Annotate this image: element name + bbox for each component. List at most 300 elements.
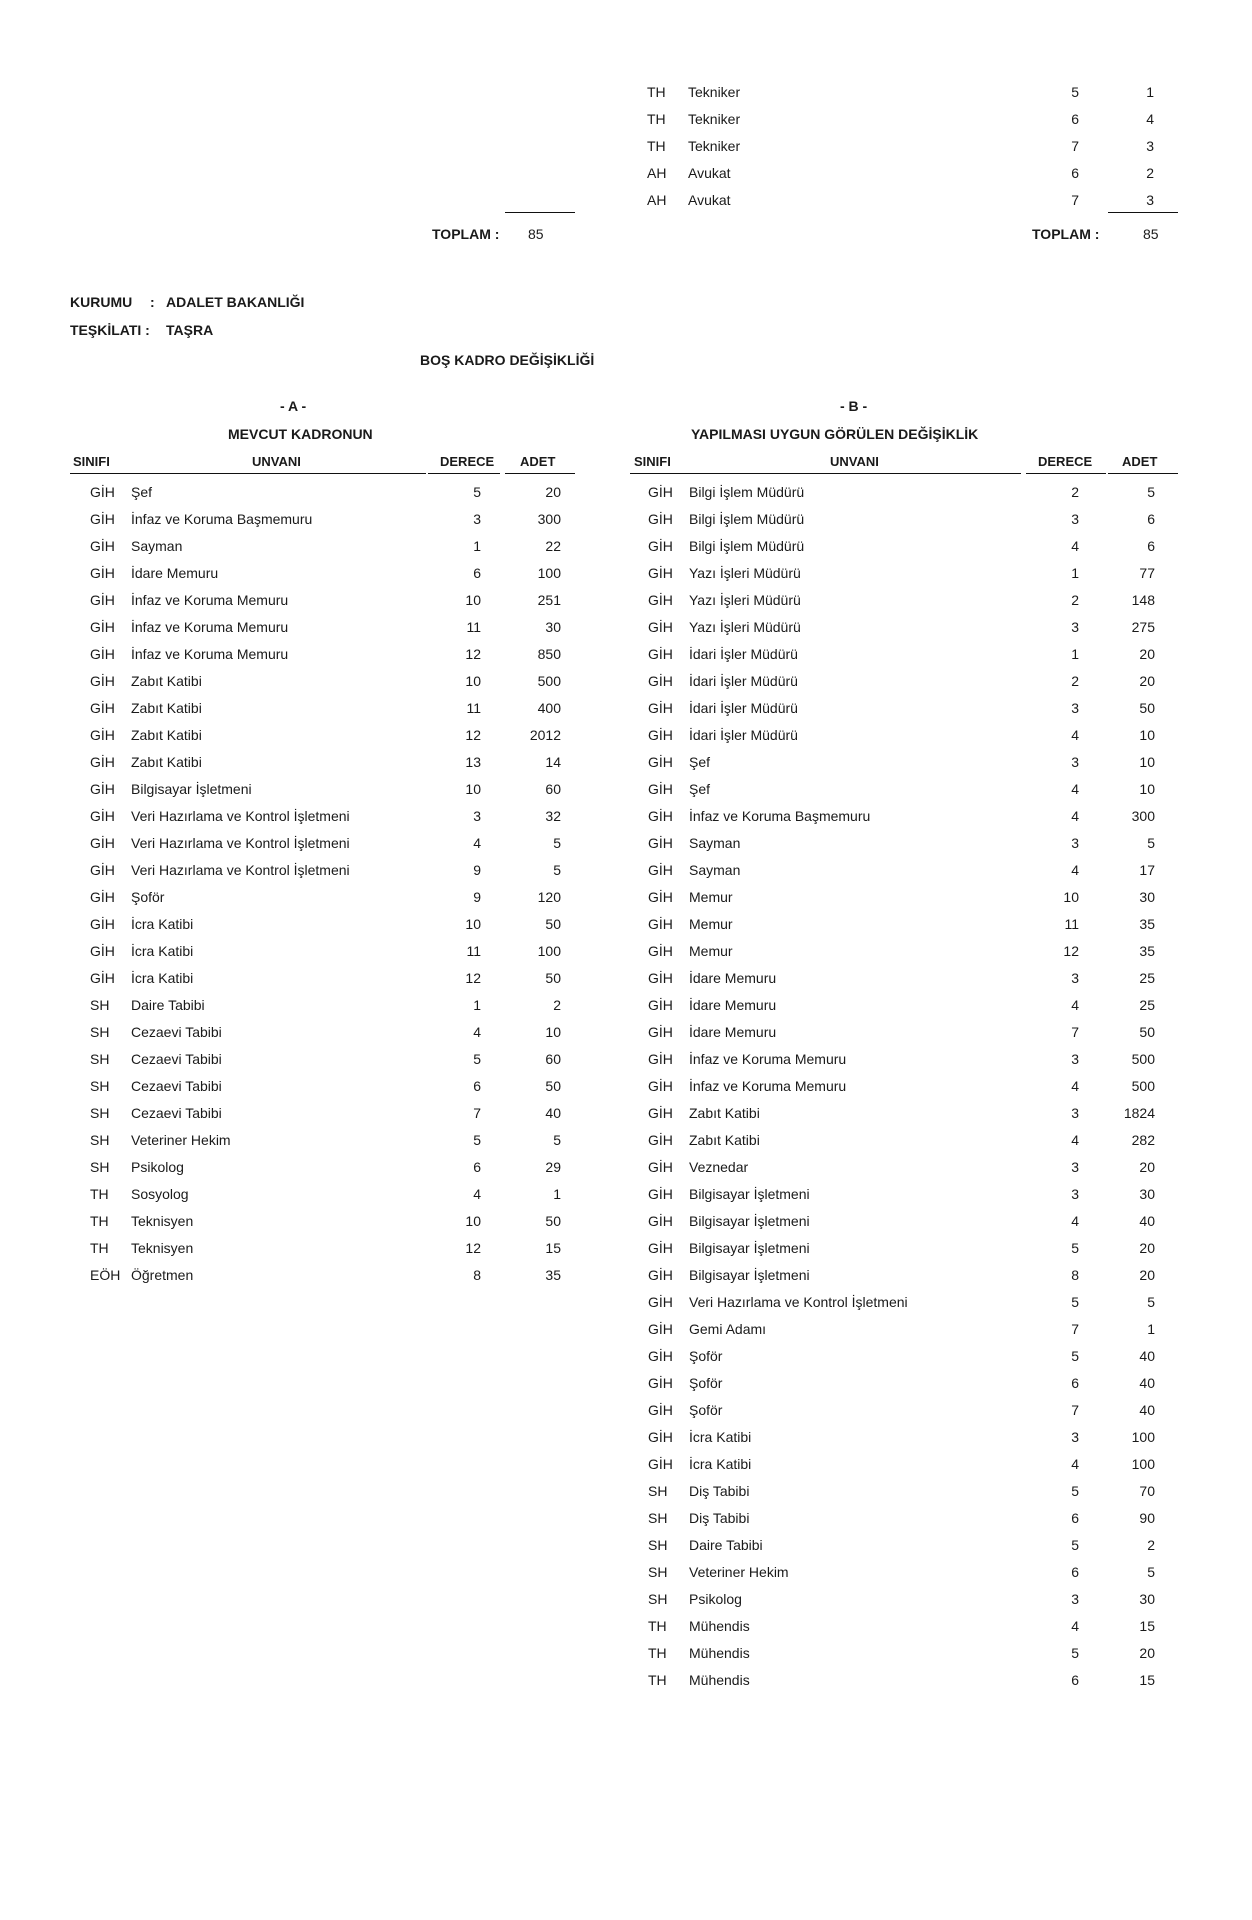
adet-cell: 30 (1139, 1591, 1155, 1607)
adet-cell: 100 (537, 565, 561, 581)
sinif-cell: GİH (90, 862, 115, 878)
derece-cell: 11 (466, 700, 481, 716)
teskilat-label: TEŞKİLATI : (70, 322, 150, 338)
left-total-label: TOPLAM : (432, 226, 500, 242)
sinif-cell: GİH (648, 1429, 673, 1445)
unvan-cell: İnfaz ve Koruma Başmemuru (131, 511, 313, 527)
sinif-cell: SH (90, 1132, 110, 1148)
adet-cell: 90 (1139, 1510, 1155, 1526)
unvan-cell: Avukat (688, 165, 731, 181)
sinif-cell: GİH (648, 916, 673, 932)
sinif-cell: GİH (648, 1186, 673, 1202)
unvan-cell: Memur (689, 889, 733, 905)
section-a-rule-sinif (70, 473, 132, 474)
sinif-cell: GİH (648, 484, 673, 500)
right-total-value: 85 (1143, 226, 1159, 242)
sinif-cell: SH (90, 1078, 110, 1094)
unvan-cell: Şoför (689, 1375, 723, 1391)
sinif-cell: GİH (90, 916, 115, 932)
unvan-cell: İnfaz ve Koruma Memuru (131, 619, 289, 635)
derece-cell: 3 (1071, 1429, 1079, 1445)
unvan-cell: Bilgisayar İşletmeni (131, 781, 252, 797)
adet-cell: 148 (1131, 592, 1155, 608)
unvan-cell: Bilgi İşlem Müdürü (689, 538, 805, 554)
derece-cell: 7 (1071, 138, 1079, 154)
unvan-cell: Zabıt Katibi (131, 673, 202, 689)
adet-cell: 300 (537, 511, 561, 527)
unvan-cell: Sosyolog (131, 1186, 189, 1202)
unvan-cell: Gemi Adamı (689, 1321, 767, 1337)
adet-cell: 3 (1146, 192, 1154, 208)
derece-cell: 5 (1071, 1240, 1079, 1256)
adet-cell: 22 (545, 538, 561, 554)
derece-cell: 12 (465, 1240, 481, 1256)
derece-cell: 6 (1071, 1564, 1079, 1580)
derece-cell: 10 (465, 781, 481, 797)
derece-cell: 5 (473, 1132, 481, 1148)
adet-cell: 251 (537, 592, 561, 608)
unvan-cell: Mühendis (689, 1618, 750, 1634)
unvan-cell: Sayman (689, 862, 741, 878)
unvan-cell: Şef (131, 484, 153, 500)
adet-cell: 30 (1139, 889, 1155, 905)
section-a-col-unvan: UNVANI (252, 454, 301, 469)
adet-cell: 60 (545, 781, 561, 797)
sinif-cell: GİH (90, 835, 115, 851)
unvan-cell: Şoför (689, 1402, 723, 1418)
section-b-rule-sinif (630, 473, 688, 474)
adet-cell: 850 (537, 646, 561, 662)
sinif-cell: GİH (648, 970, 673, 986)
unvan-cell: Şoför (689, 1348, 723, 1364)
adet-cell: 50 (545, 1078, 561, 1094)
adet-cell: 50 (545, 916, 561, 932)
unvan-cell: İcra Katibi (131, 970, 194, 986)
adet-cell: 10 (1139, 781, 1155, 797)
unvan-cell: Bilgisayar İşletmeni (689, 1267, 810, 1283)
derece-cell: 5 (1071, 1537, 1079, 1553)
unvan-cell: Öğretmen (131, 1267, 194, 1283)
adet-cell: 40 (1139, 1375, 1155, 1391)
adet-cell: 40 (1139, 1348, 1155, 1364)
derece-cell: 7 (1071, 192, 1079, 208)
adet-cell: 5 (1147, 835, 1155, 851)
unvan-cell: Psikolog (131, 1159, 184, 1175)
adet-cell: 4 (1146, 111, 1154, 127)
sinif-cell: SH (648, 1591, 668, 1607)
derece-cell: 6 (473, 1159, 481, 1175)
sinif-cell: GİH (648, 1402, 673, 1418)
kurum-label: KURUMU (70, 294, 133, 310)
unvan-cell: Mühendis (689, 1645, 750, 1661)
unvan-cell: İdari İşler Müdürü (689, 727, 798, 743)
unvan-cell: Memur (689, 916, 733, 932)
adet-cell: 40 (1139, 1213, 1155, 1229)
unvan-cell: Bilgi İşlem Müdürü (689, 511, 805, 527)
adet-cell: 10 (545, 1024, 561, 1040)
sinif-cell: GİH (648, 1375, 673, 1391)
right-total-rule (1108, 212, 1178, 213)
sinif-cell: GİH (648, 889, 673, 905)
unvan-cell: İnfaz ve Koruma Memuru (131, 592, 289, 608)
derece-cell: 6 (473, 1078, 481, 1094)
section-b-title: YAPILMASI UYGUN GÖRÜLEN DEĞİŞİKLİK (691, 426, 979, 442)
adet-cell: 2012 (529, 727, 561, 743)
unvan-cell: İnfaz ve Koruma Memuru (131, 646, 289, 662)
sinif-cell: GİH (648, 1267, 673, 1283)
adet-cell: 100 (1131, 1456, 1155, 1472)
unvan-cell: İdare Memuru (689, 997, 777, 1013)
derece-cell: 4 (1071, 1078, 1079, 1094)
adet-cell: 1 (553, 1186, 561, 1202)
adet-cell: 5 (1147, 1564, 1155, 1580)
sinif-cell: GİH (648, 1321, 673, 1337)
sinif-cell: GİH (90, 808, 115, 824)
derece-cell: 6 (1071, 1510, 1079, 1526)
derece-cell: 4 (1071, 1213, 1079, 1229)
derece-cell: 1 (473, 997, 481, 1013)
adet-cell: 2 (1146, 165, 1154, 181)
unvan-cell: Mühendis (689, 1672, 750, 1688)
derece-cell: 7 (1071, 1402, 1079, 1418)
unvan-cell: Teknisyen (131, 1240, 194, 1256)
unvan-cell: Psikolog (689, 1591, 742, 1607)
sinif-cell: GİH (90, 889, 115, 905)
sinif-cell: GİH (90, 619, 115, 635)
derece-cell: 3 (1071, 970, 1079, 986)
unvan-cell: Tekniker (688, 111, 741, 127)
derece-cell: 4 (1071, 538, 1079, 554)
derece-cell: 5 (1071, 1483, 1079, 1499)
right-total-label: TOPLAM : (1032, 226, 1100, 242)
adet-cell: 5 (1147, 484, 1155, 500)
page-title: BOŞ KADRO DEĞİŞİKLİĞİ (420, 352, 595, 368)
sinif-cell: GİH (648, 862, 673, 878)
section-a-title: MEVCUT KADRONUN (228, 426, 373, 442)
derece-cell: 6 (1071, 111, 1079, 127)
sinif-cell: GİH (90, 646, 115, 662)
adet-cell: 35 (545, 1267, 561, 1283)
derece-cell: 5 (1071, 1348, 1079, 1364)
section-b-rule-derece (1026, 473, 1106, 474)
unvan-cell: Zabıt Katibi (131, 754, 202, 770)
derece-cell: 10 (465, 673, 481, 689)
adet-cell: 20 (1139, 1267, 1155, 1283)
unvan-cell: Veri Hazırlama ve Kontrol İşletmeni (131, 835, 350, 851)
derece-cell: 7 (1071, 1321, 1079, 1337)
sinif-cell: TH (648, 1672, 667, 1688)
sinif-cell: GİH (90, 484, 115, 500)
unvan-cell: Sayman (131, 538, 183, 554)
adet-cell: 5 (553, 835, 561, 851)
teskilat-value: TAŞRA (166, 322, 214, 338)
derece-cell: 4 (1071, 1456, 1079, 1472)
sinif-cell: GİH (648, 700, 673, 716)
unvan-cell: Bilgisayar İşletmeni (689, 1186, 810, 1202)
sinif-cell: GİH (648, 727, 673, 743)
sinif-cell: SH (648, 1510, 668, 1526)
adet-cell: 50 (545, 970, 561, 986)
sinif-cell: GİH (648, 1456, 673, 1472)
sinif-cell: GİH (648, 1078, 673, 1094)
sinif-cell: TH (647, 111, 666, 127)
derece-cell: 4 (473, 1024, 481, 1040)
unvan-cell: Sayman (689, 835, 741, 851)
derece-cell: 7 (473, 1105, 481, 1121)
adet-cell: 20 (1139, 673, 1155, 689)
adet-cell: 15 (1139, 1618, 1155, 1634)
derece-cell: 5 (1071, 1645, 1079, 1661)
adet-cell: 10 (1139, 727, 1155, 743)
derece-cell: 4 (1071, 727, 1079, 743)
unvan-cell: Daire Tabibi (131, 997, 205, 1013)
adet-cell: 30 (545, 619, 561, 635)
derece-cell: 3 (1071, 754, 1079, 770)
unvan-cell: İdari İşler Müdürü (689, 646, 798, 662)
sinif-cell: TH (90, 1240, 109, 1256)
unvan-cell: İcra Katibi (689, 1429, 752, 1445)
section-a-rule-unvan (130, 473, 426, 474)
derece-cell: 1 (473, 538, 481, 554)
adet-cell: 20 (1139, 646, 1155, 662)
unvan-cell: Diş Tabibi (689, 1510, 750, 1526)
sinif-cell: GİH (648, 592, 673, 608)
adet-cell: 5 (1147, 1294, 1155, 1310)
section-b-col-adet: ADET (1122, 454, 1158, 469)
unvan-cell: İdari İşler Müdürü (689, 700, 798, 716)
adet-cell: 15 (1139, 1672, 1155, 1688)
adet-cell: 282 (1131, 1132, 1155, 1148)
adet-cell: 275 (1131, 619, 1155, 635)
unvan-cell: Yazı İşleri Müdürü (689, 592, 801, 608)
derece-cell: 3 (473, 511, 481, 527)
sinif-cell: GİH (648, 754, 673, 770)
section-b-col-unvan: UNVANI (830, 454, 879, 469)
unvan-cell: Veteriner Hekim (131, 1132, 231, 1148)
unvan-cell: İnfaz ve Koruma Başmemuru (689, 808, 871, 824)
adet-cell: 60 (545, 1051, 561, 1067)
sinif-cell: GİH (648, 1213, 673, 1229)
adet-cell: 20 (1139, 1240, 1155, 1256)
sinif-cell: GİH (648, 943, 673, 959)
sinif-cell: SH (648, 1564, 668, 1580)
unvan-cell: İdare Memuru (689, 1024, 777, 1040)
sinif-cell: GİH (90, 943, 115, 959)
section-a-col-derece: DERECE (440, 454, 495, 469)
adet-cell: 70 (1139, 1483, 1155, 1499)
adet-cell: 29 (545, 1159, 561, 1175)
unvan-cell: İnfaz ve Koruma Memuru (689, 1078, 847, 1094)
unvan-cell: Şef (689, 754, 711, 770)
derece-cell: 5 (1071, 84, 1079, 100)
unvan-cell: Cezaevi Tabibi (131, 1051, 222, 1067)
derece-cell: 9 (473, 889, 481, 905)
derece-cell: 4 (1071, 808, 1079, 824)
sinif-cell: GİH (648, 673, 673, 689)
sinif-cell: GİH (90, 511, 115, 527)
sinif-cell: SH (648, 1537, 668, 1553)
derece-cell: 4 (473, 1186, 481, 1202)
adet-cell: 1 (1147, 1321, 1155, 1337)
section-b-col-derece: DERECE (1038, 454, 1093, 469)
adet-cell: 20 (1139, 1159, 1155, 1175)
derece-cell: 4 (473, 835, 481, 851)
derece-cell: 10 (465, 1213, 481, 1229)
sinif-cell: GİH (648, 1105, 673, 1121)
derece-cell: 12 (465, 727, 481, 743)
adet-cell: 400 (537, 700, 561, 716)
sinif-cell: GİH (648, 646, 673, 662)
adet-cell: 100 (537, 943, 561, 959)
derece-cell: 3 (1071, 511, 1079, 527)
adet-cell: 35 (1139, 943, 1155, 959)
unvan-cell: Cezaevi Tabibi (131, 1024, 222, 1040)
derece-cell: 3 (1071, 1159, 1079, 1175)
derece-cell: 3 (1071, 1051, 1079, 1067)
sinif-cell: SH (90, 1105, 110, 1121)
derece-cell: 4 (1071, 997, 1079, 1013)
adet-cell: 50 (1139, 700, 1155, 716)
adet-cell: 6 (1147, 538, 1155, 554)
unvan-cell: Şef (689, 781, 711, 797)
sinif-cell: GİH (648, 1051, 673, 1067)
derece-cell: 12 (465, 970, 481, 986)
section-b-marker: - B - (840, 398, 868, 414)
adet-cell: 35 (1139, 916, 1155, 932)
adet-cell: 40 (545, 1105, 561, 1121)
sinif-cell: TH (90, 1186, 109, 1202)
sinif-cell: TH (90, 1213, 109, 1229)
sinif-cell: GİH (648, 511, 673, 527)
unvan-cell: Şoför (131, 889, 165, 905)
derece-cell: 12 (465, 646, 481, 662)
section-a-col-adet: ADET (520, 454, 556, 469)
sinif-cell: GİH (90, 538, 115, 554)
derece-cell: 3 (1071, 700, 1079, 716)
unvan-cell: Zabıt Katibi (131, 727, 202, 743)
sinif-cell: GİH (648, 781, 673, 797)
unvan-cell: Veri Hazırlama ve Kontrol İşletmeni (131, 862, 350, 878)
sinif-cell: GİH (648, 997, 673, 1013)
sinif-cell: AH (647, 165, 667, 181)
adet-cell: 120 (537, 889, 561, 905)
unvan-cell: İdare Memuru (131, 565, 219, 581)
unvan-cell: Zabıt Katibi (131, 700, 202, 716)
derece-cell: 9 (473, 862, 481, 878)
derece-cell: 8 (1071, 1267, 1079, 1283)
unvan-cell: Avukat (688, 192, 731, 208)
sinif-cell: GİH (648, 565, 673, 581)
adet-cell: 30 (1139, 1186, 1155, 1202)
sinif-cell: EÖH (90, 1267, 121, 1283)
sinif-cell: GİH (648, 538, 673, 554)
derece-cell: 4 (1071, 1132, 1079, 1148)
unvan-cell: İcra Katibi (131, 916, 194, 932)
unvan-cell: Yazı İşleri Müdürü (689, 565, 801, 581)
section-a-rule-derece (428, 473, 500, 474)
adet-cell: 20 (545, 484, 561, 500)
adet-cell: 17 (1139, 862, 1155, 878)
unvan-cell: Yazı İşleri Müdürü (689, 619, 801, 635)
derece-cell: 1 (1071, 646, 1079, 662)
adet-cell: 2 (1147, 1537, 1155, 1553)
adet-cell: 3 (1146, 138, 1154, 154)
derece-cell: 5 (1071, 1294, 1079, 1310)
adet-cell: 100 (1131, 1429, 1155, 1445)
adet-cell: 1 (1146, 84, 1154, 100)
adet-cell: 15 (545, 1240, 561, 1256)
adet-cell: 77 (1139, 565, 1155, 581)
unvan-cell: Teknisyen (131, 1213, 194, 1229)
derece-cell: 10 (465, 592, 481, 608)
unvan-cell: Bilgisayar İşletmeni (689, 1240, 810, 1256)
derece-cell: 11 (466, 619, 481, 635)
adet-cell: 25 (1139, 970, 1155, 986)
sinif-cell: GİH (648, 1132, 673, 1148)
adet-cell: 6 (1147, 511, 1155, 527)
adet-cell: 5 (553, 862, 561, 878)
unvan-cell: Diş Tabibi (689, 1483, 750, 1499)
sinif-cell: SH (90, 1051, 110, 1067)
derece-cell: 4 (1071, 781, 1079, 797)
unvan-cell: İcra Katibi (131, 943, 194, 959)
derece-cell: 2 (1071, 673, 1079, 689)
sinif-cell: TH (647, 84, 666, 100)
derece-cell: 7 (1071, 1024, 1079, 1040)
derece-cell: 3 (473, 808, 481, 824)
derece-cell: 3 (1071, 835, 1079, 851)
sinif-cell: GİH (648, 835, 673, 851)
sinif-cell: GİH (648, 1294, 673, 1310)
sinif-cell: AH (647, 192, 667, 208)
adet-cell: 14 (545, 754, 561, 770)
adet-cell: 5 (553, 1132, 561, 1148)
sinif-cell: GİH (90, 781, 115, 797)
adet-cell: 300 (1131, 808, 1155, 824)
adet-cell: 50 (1139, 1024, 1155, 1040)
sinif-cell: GİH (90, 673, 115, 689)
section-b-rule-adet (1108, 473, 1178, 474)
left-total-rule (505, 212, 575, 213)
derece-cell: 2 (1071, 484, 1079, 500)
derece-cell: 2 (1071, 592, 1079, 608)
adet-cell: 500 (1131, 1051, 1155, 1067)
derece-cell: 6 (473, 565, 481, 581)
section-a-rule-adet (505, 473, 575, 474)
section-a-marker: - A - (280, 398, 307, 414)
derece-cell: 8 (473, 1267, 481, 1283)
sinif-cell: GİH (90, 592, 115, 608)
derece-cell: 12 (1063, 943, 1079, 959)
derece-cell: 4 (1071, 1618, 1079, 1634)
unvan-cell: Cezaevi Tabibi (131, 1105, 222, 1121)
unvan-cell: Zabıt Katibi (689, 1105, 760, 1121)
sinif-cell: GİH (648, 1348, 673, 1364)
derece-cell: 3 (1071, 1186, 1079, 1202)
derece-cell: 11 (1064, 916, 1079, 932)
section-a-col-sinif: SINIFI (73, 454, 110, 469)
adet-cell: 40 (1139, 1402, 1155, 1418)
unvan-cell: Tekniker (688, 84, 741, 100)
adet-cell: 10 (1139, 754, 1155, 770)
derece-cell: 6 (1071, 1375, 1079, 1391)
sinif-cell: SH (648, 1483, 668, 1499)
unvan-cell: İcra Katibi (689, 1456, 752, 1472)
sinif-cell: SH (90, 1024, 110, 1040)
sinif-cell: TH (648, 1645, 667, 1661)
sinif-cell: TH (647, 138, 666, 154)
sinif-cell: SH (90, 997, 110, 1013)
